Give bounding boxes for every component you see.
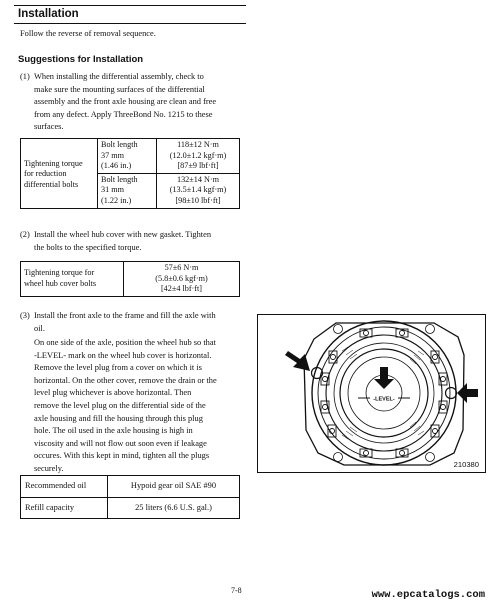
footer-url: www.epcatalogs.com bbox=[371, 589, 485, 601]
table-row bbox=[21, 139, 240, 174]
right-arrow-icon bbox=[457, 383, 478, 403]
table-row bbox=[21, 497, 240, 519]
table-value-cell: Hypoid gear oil SAE #90 bbox=[108, 476, 240, 498]
oil-spec-table bbox=[20, 475, 240, 519]
table-value-cell: 25 liters (6.6 U.S. gal.) bbox=[108, 497, 240, 519]
table-row bbox=[21, 262, 240, 297]
top-rule bbox=[14, 5, 246, 6]
step3-text: Install the front axle to the frame and fill the axle with oil. bbox=[34, 311, 216, 333]
table-label-cell: Tightening torque for reduction differential bolts bbox=[21, 139, 98, 209]
torque-value-cell: 132±14 N·m (13.5±1.4 kgf·m) [98±10 lbf·ft] bbox=[157, 173, 240, 208]
step1-number: (1) bbox=[20, 72, 30, 81]
bolt-length-cell: Bolt length 31 mm (1.22 in.) bbox=[98, 173, 157, 208]
section-title: Installation bbox=[18, 8, 79, 20]
page-number: 7-8 bbox=[231, 586, 242, 595]
hub-cover-bolts-torque-table bbox=[20, 261, 240, 297]
table-label-cell: Refill capacity bbox=[21, 497, 108, 519]
step2-text: Install the wheel hub cover with new gasket. Tighten the bolts to the specified torque. bbox=[34, 230, 212, 252]
table-label-cell: Recommended oil bbox=[21, 476, 108, 498]
step2-number: (2) bbox=[20, 230, 30, 239]
reduction-bolts-torque-table bbox=[20, 138, 240, 209]
step3-paragraph: On one side of the axle, position the wheel hub so that -LEVEL- mark on the wheel hub cover is horizontal. Remove the level plug from a cover on which it is horizontal. On the other cover, remove the drain or the level plug whichever is above horizontal. Then remove the level plug on the differential side of the axle housing and fill the housing through this plug hole. The oil used in the axle housing is high in viscosity and will not flow out soon even if leakage occures. With this kept in mind, tighten all the plugs securely. bbox=[34, 338, 217, 473]
torque-value-cell: 57±6 N·m (5.8±0.6 kgf·m) [42±4 lbf·ft] bbox=[124, 262, 240, 297]
table-row bbox=[21, 476, 240, 498]
figure-number: 210380 bbox=[453, 460, 479, 469]
section-rule bbox=[14, 23, 246, 24]
wheel-hub-figure bbox=[257, 314, 486, 473]
torque-value-cell: 118±12 N·m (12.0±1.2 kgf·m) [87±9 lbf·ft] bbox=[157, 139, 240, 174]
bolt-length-cell: Bolt length 37 mm (1.46 in.) bbox=[98, 139, 157, 174]
suggestions-title: Suggestions for Installation bbox=[18, 54, 144, 65]
wheel-hub-drawing bbox=[258, 315, 485, 472]
step3-number: (3) bbox=[20, 311, 30, 320]
down-arrow-icon bbox=[374, 367, 394, 389]
level-mark-label: -LEVEL- bbox=[373, 396, 395, 403]
intro-text: Follow the reverse of removal sequence. bbox=[20, 29, 156, 38]
table-label-cell: Tightening torque for wheel hub cover bolts bbox=[21, 262, 124, 297]
step1-text: When installing the differential assembly, check to make sure the mounting surfaces of the differential assembly and the front axle housing are clean and free from any defect. Apply ThreeBond No. 1215 to these surfaces. bbox=[34, 72, 217, 132]
